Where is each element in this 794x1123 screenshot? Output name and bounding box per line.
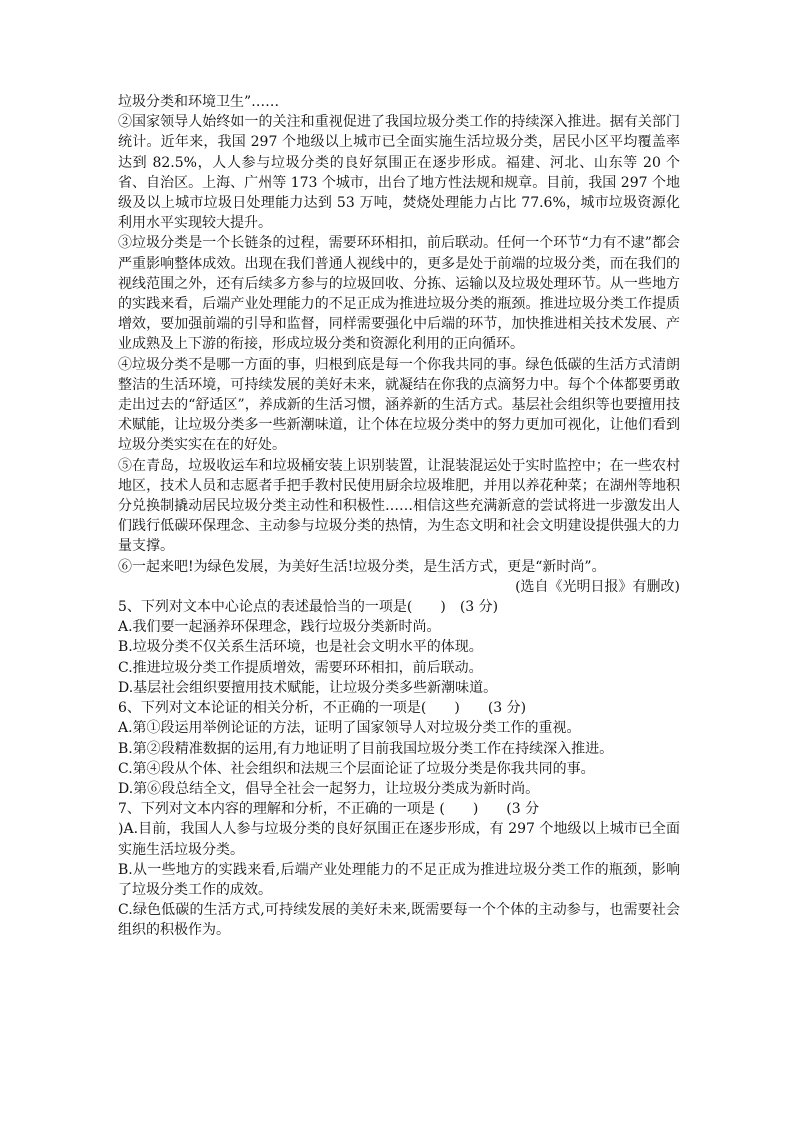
question-option: A.我们要一起涵养环保理念，践行垃圾分类新时尚。	[118, 619, 441, 636]
article-paragraph: ⑥一起来吧!为绿色发展，为美好生活!垃圾分类，是生活方式，更是“新时尚”。	[118, 558, 606, 575]
question-option: B.从一些地方的实践来看,后端产业处理能力的不足正成为推进垃圾分类工作的瓶颈，影响了垃圾分类工作的成效。	[118, 861, 680, 898]
article-paragraph: ④垃圾分类不是哪一方面的事，归根到底是每一个你我共同的事。绿色低碳的生活方式清朗整洁的生活环境，可持续发展的美好未来，就凝结在你我的点滴努力中。每个个体都要勇敢走出过去的“舒适区”，养成新的生活习惯，涵养新的生活方式。基层社会组织等也要擅用技术赋能，让垃圾分类多一些新潮味道，让个体在垃圾分类中的努力更加可视化，让他们看到垃圾分类实实在在的好处。	[118, 356, 680, 454]
question-option: D.基层社会组织要擅用技术赋能，让垃圾分类多些新潮味道。	[118, 679, 498, 696]
question-stem: 6、下列对文本论证的相关分析，不正确的一项是( ) (3 分)	[118, 700, 527, 717]
question-option: A.第①段运用举例论证的方法，证明了国家领导人对垃圾分类工作的重视。	[118, 720, 581, 737]
document-page	[118, 92, 680, 941]
question-option: C.第④段从个体、社会组织和法规三个层面论证了垃圾分类是你我共同的事。	[118, 760, 595, 777]
question-option: C.推进垃圾分类工作提质增效，需要环环相扣，前后联动。	[118, 659, 483, 676]
question-option: D.第⑥段总结全文，倡导全社会一起努力，让垃圾分类成为新时尚。	[118, 780, 540, 797]
article-paragraph: ③垃圾分类是一个长链条的过程，需要环环相扣，前后联动。任何一个环节“力有不逮”都会严重影响整体成效。出现在我们普通人视线中的，更多是处于前端的垃圾分类，而在我们的视线范围之外，还有后续多方参与的垃圾回收、分拣、运输以及垃圾处理环节。从一些地方的实践来看，后端产业处理能力的不足正成为推进垃圾分类的瓶颈。推进垃圾分类工作提质增效，要加强前端的引导和监督，同样需要强化中后端的环节，加快推进相关技术发展、产业成熟及上下游的衔接，形成垃圾分类和资源化利用的正向循环。	[118, 235, 680, 353]
question-stem: 7、下列对文本内容的理解和分析，不正确的一项是 ( ) (3 分	[118, 801, 540, 818]
article-paragraph: ②国家领导人始终如一的关注和重视促进了我国垃圾分类工作的持续深入推进。据有关部门统计。近年来，我国 297 个地级以上城市已全面实施生活垃圾分类，居民小区平均覆盖率达到 82.5%，人人参与垃圾分类的良好氛围正在逐步形成。福建、河北、山东等 20 个省、自治区。上海、广州等 173 个城市，出台了地方性法规和规章。目前，我国 297 个地级及以上城市垃圾日处理能力达到 53 万吨，焚烧处理能力占比 77.6%，城市垃圾资源化利用水平实现较大提升。	[118, 114, 680, 232]
question-option: C.绿色低碳的生活方式,可持续发展的美好未来,既需要每一个个体的主动参与，也需要社会组织的积极作为。	[118, 902, 680, 939]
question-5	[118, 597, 680, 698]
question-option: B.第②段精准数据的运用,有力地证明了目前我国垃圾分类工作在持续深入推进。	[118, 740, 614, 757]
article-paragraph: ⑤在青岛，垃圾收运车和垃圾桶安装上识别装置，让混装混运处于实时监控中；在一些农村地区，技术人员和志愿者手把手教村民使用厨余垃圾堆肥，并用以养花种菜；在湖州等地积分兑换制撬动居民垃圾分类主动性和积极性……相信这些充满新意的尝试将进一步激发出人们践行低碳环保理念、主动参与垃圾分类的热情，为生态文明和社会文明建设提供强大的力量支撑。	[118, 457, 680, 555]
question-option: B.垃圾分类不仅关系生活环境，也是社会文明水平的体现。	[118, 639, 483, 656]
question-stem: 5、下列对文本中心论点的表述最恰当的一项是( ) (3 分)	[118, 599, 499, 616]
article-source: (选自《光明日报》有删改)	[515, 578, 680, 595]
question-option: )A.目前，我国人人参与垃圾分类的良好氛围正在逐步形成，有 297 个地级以上城市已全面实施生活垃圾分类。	[118, 821, 680, 858]
question-6	[118, 698, 680, 799]
question-7	[118, 799, 680, 940]
article-paragraph: 垃圾分类和环境卫生”……	[118, 94, 280, 110]
